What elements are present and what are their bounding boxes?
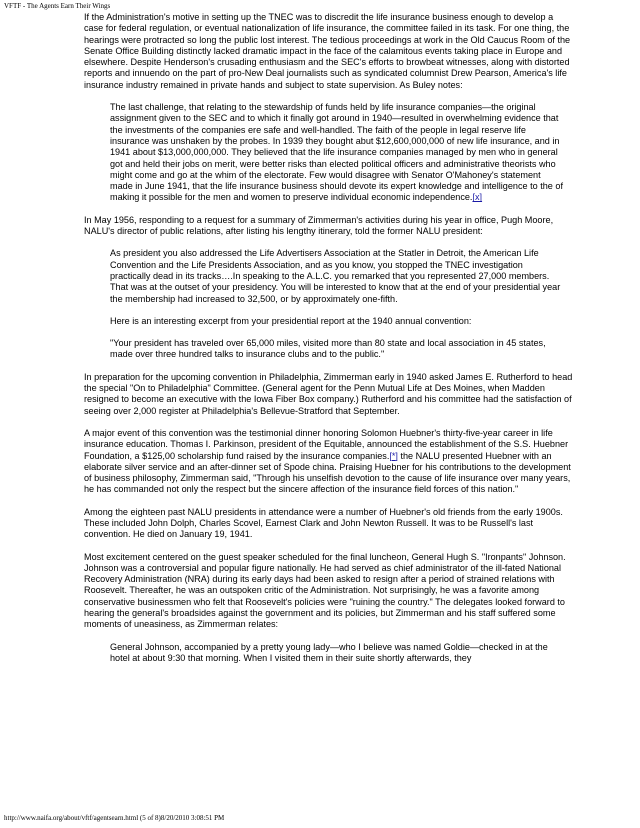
page-footer-url: http://www.naifa.org/about/vftf/agentsearn.html (5 of 8)8/20/2010 3:08:51 PM: [4, 814, 225, 822]
huebner-text-end: the NALU presented Huebner with an elaborate silver service and an after-dinner set of Spode china. Praising Huebner for his contributions to the development of business philosophy, Zimmerman said, "Through his unselfish devotion to the cause of life insurance over many years, he has commanded not only the respect but the sincere affection of the insurance field forces of this nation.": [84, 450, 571, 495]
footnote-link-x[interactable]: [x]: [472, 192, 483, 203]
huebner-text-start: A major event of this convention was the testimonial dinner honoring Solomon Huebner's thirty-five-year career in life insurance education. Thomas I. Parkinson, president of the Equitable, announced the establishment of the S.S. Huebner Foundation, a $125,00 scholarship fund raised by the insurance companies.: [84, 427, 569, 461]
blockquote-excerpt-intro: Here is an interesting excerpt from your presidential report at the 1940 annual convention:: [110, 315, 472, 326]
paragraph-general-johnson: Most excitement centered on the guest speaker scheduled for the final luncheon, General Hugh S. "Ironpants" Johnson. Johnson was a controversial and popular figure nationally. He had served as chief administrator of the ill-fated National Recovery Administration (NRA) during its early days had been asked to resign after a period of strained relations with Roosevelt. Thereafter, he was an outspoken critic of the Administration. Not surprisingly, he was a favorite among conservative businessmen who felt that Roosevelt's policies were "ruining the country." The delegates looked forward to hearing the general's broadsides against the government and its policies, but Zimmerman and his staff suffered some moments of uneasiness, as Zimmerman relates:: [84, 551, 566, 630]
paragraph-tnec-motive: If the Administration's motive in setting up the TNEC was to discredit the life insurance business enough to develop a case for federal regulation, or eventual nationalization of life insurance, the committee failed in its task. For one thing, the hearings were protracted so long the public lost interest. The tedious proceedings at work in the Old Caucus Room of the Senate Office Building distinctly lacked dramatic impact in the face of the calamitous events taking place in Europe and elsewhere. Despite Henderson's crusading enthusiasm and the SEC's efforts to browbeat witnesses, along with distorted reports and innuendo on the part of pro-New Deal journalists such as syndicated columnist Drew Pearson, America's life insurance industry remained in private hands and subject to state supervision. As Buley notes:: [84, 12, 571, 90]
document-body: [84, 12, 574, 675]
page-header-title: VFTF - The Agents Earn Their Wings: [4, 2, 111, 10]
blockquote-president-addressed: As president you also addressed the Life Advertisers Association at the Statler in Detroit, the American Life Convention and the Life Presidents Association, and as you know, you stopped the TNEC investigation practically dead in its tracks….In speaking to the A.L.C. you remarked that you represented 27,000 members. That was at the outset of your presidency. You will be interested to know that at the end of your presidential year the membership had increased to 32,500, or by approximately one-fifth.: [110, 248, 561, 304]
blockquote-president-traveled: "Your president has traveled over 65,000 miles, visited more than 80 state and local association in 45 states, made over three hundred talks to insurance clubs and to the public.": [110, 338, 546, 360]
paragraph-may-1956: In May 1956, responding to a request for a summary of Zimmerman's activities during his year in office, Pugh Moore, NALU's director of public relations, after listing his lengthy itinerary, told the former NALU president:: [84, 214, 554, 237]
blockquote-johnson-arrival: General Johnson, accompanied by a pretty young lady—who I believe was named Goldie—checked in at the hotel at about 9:30 that morning. When I visited them in their suite shortly afterwards, they: [110, 641, 548, 663]
footnote-link-star[interactable]: [*]: [389, 450, 398, 461]
blockquote-buley: [110, 102, 564, 204]
quote-text: The last challenge, that relating to the stewardship of funds held by life insurance companies—the original assignment given to the SEC and to which it finally got around in 1940—resulted in overwhelming evidence that the investments of the companies ere safe and well-handled. The faith of the people in legal reserve life insurance was unshaken by the probes. In 1939 they bought abut $12,600,000,000 of new life insurance, and in 1941 about $13,000,000,000. They believed that the life insurance companies managed by men who in general got and held their jobs on merit, were better risks than elected political officers and administrative theorists who might come and go at the whim of the electorate. Few would disagree with Senator O'Mahoney's statement made in June 1941, that the life insurance business should devote its expert knowledge and intelligence to the of making it possible for the men and women to preserve individual economic independence.: [110, 102, 563, 203]
paragraph-philadelphia-convention: In preparation for the upcoming convention in Philadelphia, Zimmerman early in 1940 asked James E. Rutherford to head the special "On to Philadelphia" Committee. (General agent for the Penn Mutual Life at Des Moines, when Madden resigned to become an executive with the Iowa Fiber Box company.) Rutherford and his committee had the satisfaction of seeing over 2,000 register at Philadelphia's Bellevue-Stratford that September.: [84, 371, 573, 416]
paragraph-huebner-dinner: [84, 428, 574, 496]
paragraph-past-presidents: Among the eighteen past NALU presidents in attendance were a number of Huebner's old friends from the early 1900s. These included John Dolph, Charles Scovel, Earnest Clark and John Newton Russell. It was to be Russell's last convention. He died on January 19, 1941.: [84, 506, 563, 540]
